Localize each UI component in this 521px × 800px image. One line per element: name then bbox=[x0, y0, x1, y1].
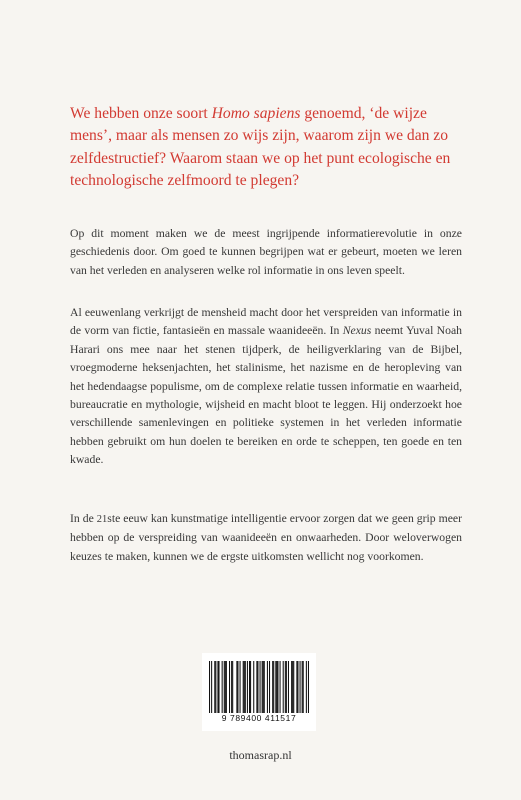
paragraph-conclusion-a: In de bbox=[70, 512, 97, 525]
paragraph-conclusion bbox=[70, 510, 462, 566]
century-number: 21 bbox=[96, 514, 108, 525]
tagline-species: Homo sapiens bbox=[211, 105, 301, 122]
barcode-bars-icon bbox=[209, 661, 309, 713]
paragraph-description-b: neemt Yuval Noah Harari ons mee naar het stenen tijdperk, de heiligverklaring van de Bijbel, vroegmoderne heksenjachten, het stalinisme, het nazisme en de heropleving van het hedendaagse populisme, om de complexe relatie tussen informatie en waarheid, bureaucratie en mythologie, wijsheid en macht bloot te leggen. Hij onderzoekt hoe verschillende samenlevingen en politieke systemen in het verleden informatie hebben gebruikt om hun doelen te bereiken en orde te scheppen, ten goede en ten kwade. bbox=[70, 324, 462, 467]
paragraph-intro: Op dit moment maken we de meest ingrijpende informatierevolutie in onze geschiedenis door. Om goed te kunnen begrijpen wat er gebeurt, moeten we leren van het verleden en analyseren welke rol informatie in ons leven speelt. bbox=[70, 227, 462, 277]
publisher-url: thomasrap.nl bbox=[229, 748, 292, 762]
tagline bbox=[70, 103, 470, 193]
tagline-part2: genoemd, ‘de wijze mens’, maar als mensen zo wijs zijn, waarom zijn we dan zo zelfdestructief? Waarom staan we op het punt ecologische en technologische zelfmoord te plegen? bbox=[70, 105, 451, 190]
paragraph-description-a: Al eeuwenlang verkrijgt de mensheid macht door het verspreiden van informatie in de vorm van fictie, fantasieën en massale waanideeën. In bbox=[70, 306, 462, 338]
isbn-digits: 9 789400 411517 bbox=[221, 713, 297, 723]
tagline-part1: We hebben onze soort bbox=[70, 105, 212, 122]
barcode bbox=[202, 653, 316, 731]
paragraph-description bbox=[70, 304, 462, 470]
paragraph-conclusion-b: ste eeuw kan kunstmatige intelligentie ervoor zorgen dat we geen grip meer hebben op de verspreiding van waanideeën en onwaarheden. Door weloverwogen keuzes te maken, kunnen we de ergste uitkomsten wellicht nog voorkomen. bbox=[70, 512, 462, 563]
book-title: Nexus bbox=[342, 324, 372, 338]
